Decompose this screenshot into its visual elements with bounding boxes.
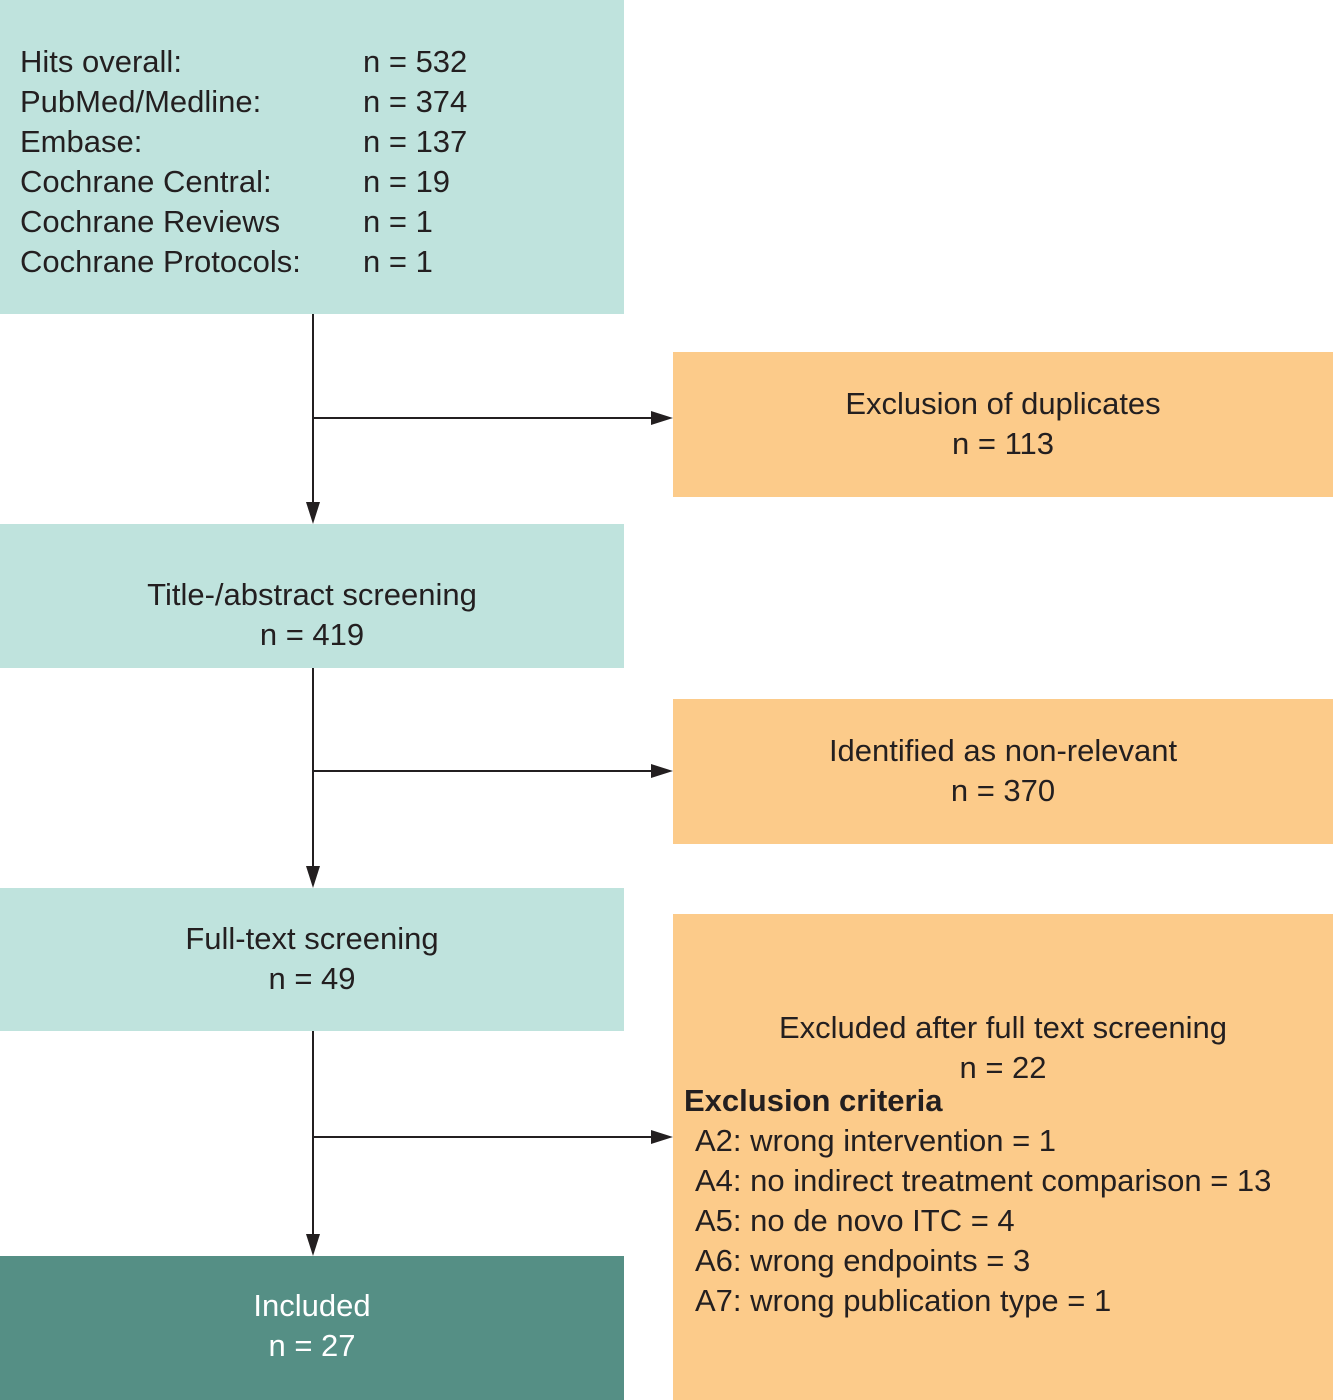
excluded-fulltext-count: n = 22 [959,1050,1047,1085]
hits-label: Embase: [20,124,143,159]
exclusion-criterion: A4: no indirect treatment comparison = 13 [695,1163,1272,1198]
non-relevant-count: n = 370 [950,773,1056,808]
exclusion-criterion: A7: wrong publication type = 1 [695,1283,1112,1318]
hits-value: n = 374 [363,84,468,119]
arrowhead-right [651,411,673,425]
hits-label: Hits overall: [20,44,182,79]
hits-label: Cochrane Central: [20,164,272,199]
duplicates-label: Exclusion of duplicates [845,386,1161,421]
arrowhead-down [306,502,320,524]
search-hits-list [20,42,467,282]
hits-label: Cochrane Reviews [20,204,281,239]
non-relevant-box [673,699,1333,844]
hits-value: n = 1 [363,204,433,239]
hits-row [20,162,467,202]
title-abstract-screening-box [0,524,624,668]
hits-row [20,242,467,282]
hits-row [20,202,467,242]
hits-value: n = 1 [363,244,433,279]
hits-value: n = 137 [363,124,468,159]
exclusion-criterion: A6: wrong endpoints = 3 [695,1243,1031,1278]
arrowhead-down [306,1234,320,1256]
excluded-fulltext-label: Excluded after full text screening [778,1010,1228,1045]
hits-row [20,42,467,82]
hits-value: n = 19 [363,164,451,199]
title-screening-count: n = 419 [259,617,365,652]
fulltext-screening-box [0,888,624,1031]
exclusion-criterion: A2: wrong intervention = 1 [695,1123,1057,1158]
duplicates-box [673,352,1333,497]
duplicates-count: n = 113 [952,426,1054,461]
exclusion-criteria-title: Exclusion criteria [684,1083,943,1118]
search-hits-box [0,0,624,314]
hits-label: PubMed/Medline: [20,84,262,119]
excluded-fulltext-box [673,914,1333,1400]
fulltext-screening-count: n = 49 [268,961,356,996]
fulltext-screening-label: Full-text screening [185,921,439,956]
excluded-fulltext-header [673,1008,1333,1088]
arrowhead-down [306,866,320,888]
exclusion-criterion: A5: no de novo ITC = 4 [695,1203,1015,1238]
non-relevant-label: Identified as non-relevant [828,733,1178,768]
arrowhead-right [651,1130,673,1144]
hits-row [20,122,467,162]
included-label: Included [253,1288,371,1323]
hits-row [20,82,467,122]
hits-label: Cochrane Protocols: [20,244,301,279]
included-count: n = 27 [268,1328,356,1363]
arrowhead-right [651,764,673,778]
included-box [0,1256,624,1400]
exclusion-criteria-list [695,1121,1271,1321]
title-screening-label: Title-/abstract screening [147,577,477,612]
hits-value: n = 532 [363,44,468,79]
